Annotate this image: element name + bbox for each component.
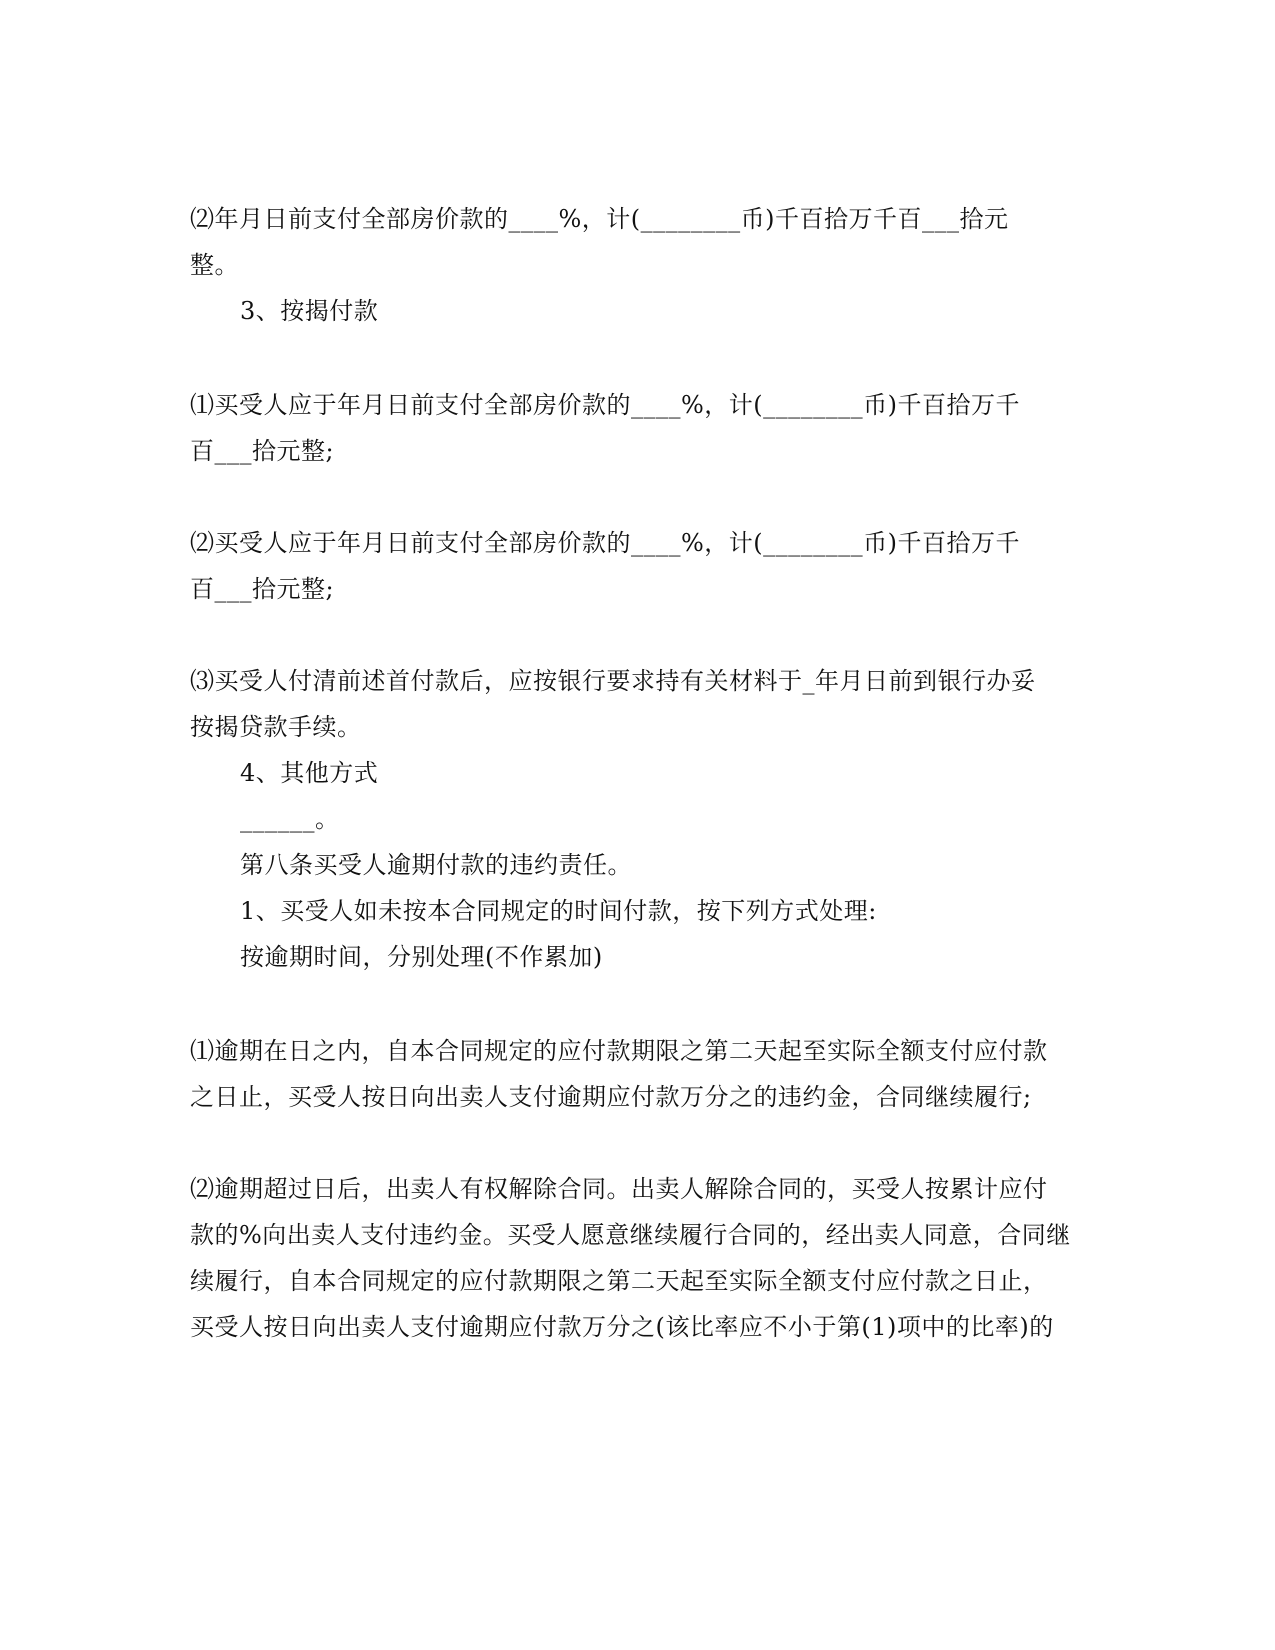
- text-line: 款的%向出卖人支付违约金。买受人愿意继续履行合同的，经出卖人同意，合同继: [190, 1221, 1071, 1249]
- text-line: 按揭贷款手续。: [190, 713, 362, 741]
- section-heading: 3、按揭付款: [240, 297, 379, 325]
- text-line: 百___拾元整;: [190, 437, 335, 465]
- text-line: ⑵逾期超过日后，出卖人有权解除合同。出卖人解除合同的，买受人按累计应付: [190, 1175, 1048, 1203]
- text-line: ⑵年月日前支付全部房价款的____%，计(________币)千百拾万千百___拾元: [190, 205, 1009, 233]
- blank-line: ______。: [240, 805, 340, 833]
- article-heading: 第八条买受人逾期付款的违约责任。: [240, 851, 632, 879]
- text-line: ⑵买受人应于年月日前支付全部房价款的____%，计(________币)千百拾万千: [190, 529, 1021, 557]
- text-line: ⑴逾期在日之内，自本合同规定的应付款期限之第二天起至实际全额支付应付款: [190, 1037, 1048, 1065]
- text-line: 按逾期时间，分别处理(不作累加): [240, 943, 603, 971]
- text-line: ⑶买受人付清前述首付款后，应按银行要求持有关材料于_年月日前到银行办妥: [190, 667, 1036, 695]
- text-line: 买受人按日向出卖人支付逾期应付款万分之(该比率应不小于第(1)项中的比率)的: [190, 1313, 1054, 1341]
- section-heading: 4、其他方式: [240, 759, 379, 787]
- text-line: 百___拾元整;: [190, 575, 335, 603]
- text-line: 续履行，自本合同规定的应付款期限之第二天起至实际全额支付应付款之日止，: [190, 1267, 1048, 1295]
- text-line: 整。: [190, 251, 239, 279]
- text-line: 1、买受人如未按本合同规定的时间付款，按下列方式处理:: [240, 897, 877, 925]
- text-line: 之日止，买受人按日向出卖人支付逾期应付款万分之的违约金，合同继续履行;: [190, 1083, 1032, 1111]
- text-line: ⑴买受人应于年月日前支付全部房价款的____%，计(________币)千百拾万千: [190, 391, 1021, 419]
